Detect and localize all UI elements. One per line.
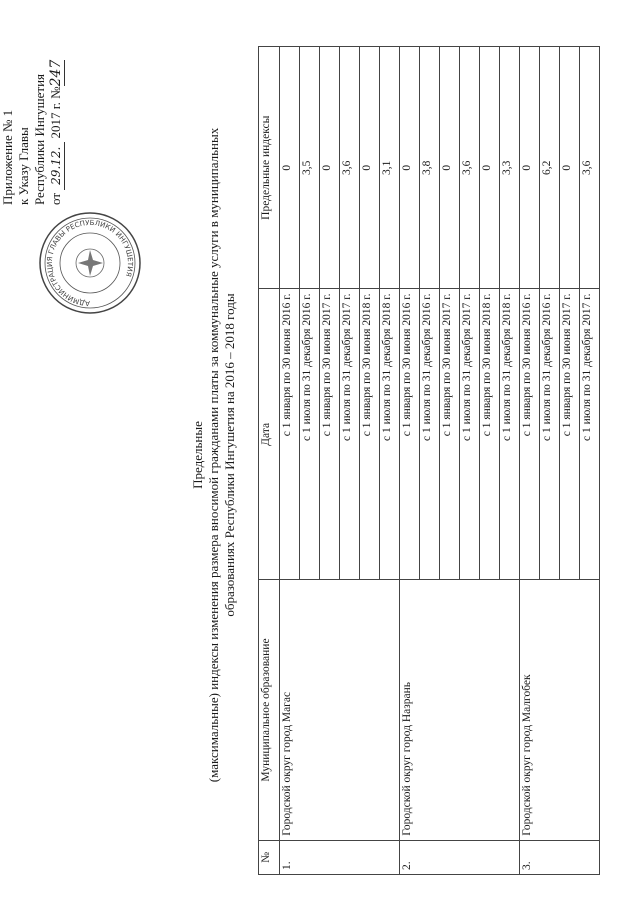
index-cell: 0 [280,47,300,289]
index-cell: 3,6 [460,47,480,289]
decree-date-line [48,5,65,205]
index-cell: 0 [320,47,340,289]
index-cell: 0 [480,47,500,289]
table-row [520,47,540,875]
index-cell: 0 [360,47,380,289]
date-cell: с 1 января по 30 июня 2018 г. [480,289,500,580]
index-cell: 0 [560,47,580,289]
index-cell: 3,6 [340,47,360,289]
appendix-label: Приложение № 1 [0,109,15,205]
date-cell: с 1 июля по 31 декабря 2017 г. [460,289,480,580]
date-cell: с 1 января по 30 июня 2017 г. [440,289,460,580]
header-date: Дата [259,289,280,580]
indexes-table [258,46,600,875]
date-cell: с 1 января по 30 июня 2016 г. [520,289,540,580]
date-cell: с 1 июля по 31 декабря 2018 г. [500,289,520,580]
table-row [280,47,300,875]
year-label: 2017 г. № [48,86,63,139]
index-cell: 3,3 [500,47,520,289]
official-seal-icon [38,211,142,315]
from-label: от [48,192,63,205]
header-index: Предельные индексы [259,47,280,289]
document-title [190,45,238,865]
municipality-cell: Городской округ город Назрань [400,580,520,841]
svg-text:АДМИНИСТРАЦИЯ ГЛАВЫ РЕСПУБЛИКИ: АДМИНИСТРАЦИЯ ГЛАВЫ РЕСПУБЛИКИ ИНГУШЕТИЯ [45,218,135,308]
decree-label: к Указу Главы [16,127,31,205]
table-row [400,47,420,875]
row-number: 2. [400,840,520,874]
row-number: 3. [520,840,600,874]
municipality-cell: Городской округ город Магас [280,580,400,841]
date-cell: с 1 июля по 31 декабря 2016 г. [420,289,440,580]
index-cell: 3,5 [300,47,320,289]
date-cell: с 1 июля по 31 декабря 2018 г. [380,289,400,580]
date-cell: с 1 июля по 31 декабря 2017 г. [340,289,360,580]
title-line-1: Предельные [190,421,205,489]
republic-label: Республики Ингушетия [32,73,47,205]
index-cell: 0 [520,47,540,289]
date-cell: с 1 июля по 31 декабря 2016 г. [540,289,560,580]
index-cell: 3,6 [580,47,600,289]
approval-block [0,5,65,205]
date-cell: с 1 января по 30 июня 2017 г. [560,289,580,580]
date-cell: с 1 января по 30 июня 2017 г. [320,289,340,580]
date-cell: с 1 января по 30 июня 2016 г. [400,289,420,580]
index-cell: 0 [440,47,460,289]
index-cell: 3,8 [420,47,440,289]
index-cell: 0 [400,47,420,289]
title-line-2: (максимальные) индексы изменения размера вносимой гражданами платы за коммунальные услуги в муниципальных [206,127,221,783]
decree-date: 29.12. [48,142,65,190]
date-cell: с 1 января по 30 июня 2016 г. [280,289,300,580]
header-municipality: Муниципальное образование [259,580,280,841]
title-line-3: образованиях Республики Ингушетия на 2016 – 2018 годы [222,293,237,617]
date-cell: с 1 января по 30 июня 2018 г. [360,289,380,580]
date-cell: с 1 июля по 31 декабря 2016 г. [300,289,320,580]
index-cell: 6,2 [540,47,560,289]
header-number: № [259,840,280,874]
municipality-cell: Городской округ город Малгобек [520,580,600,841]
date-cell: с 1 июля по 31 декабря 2017 г. [580,289,600,580]
table-header-row [259,47,280,875]
index-cell: 3,1 [380,47,400,289]
row-number: 1. [280,840,400,874]
decree-number: 247 [48,59,64,87]
